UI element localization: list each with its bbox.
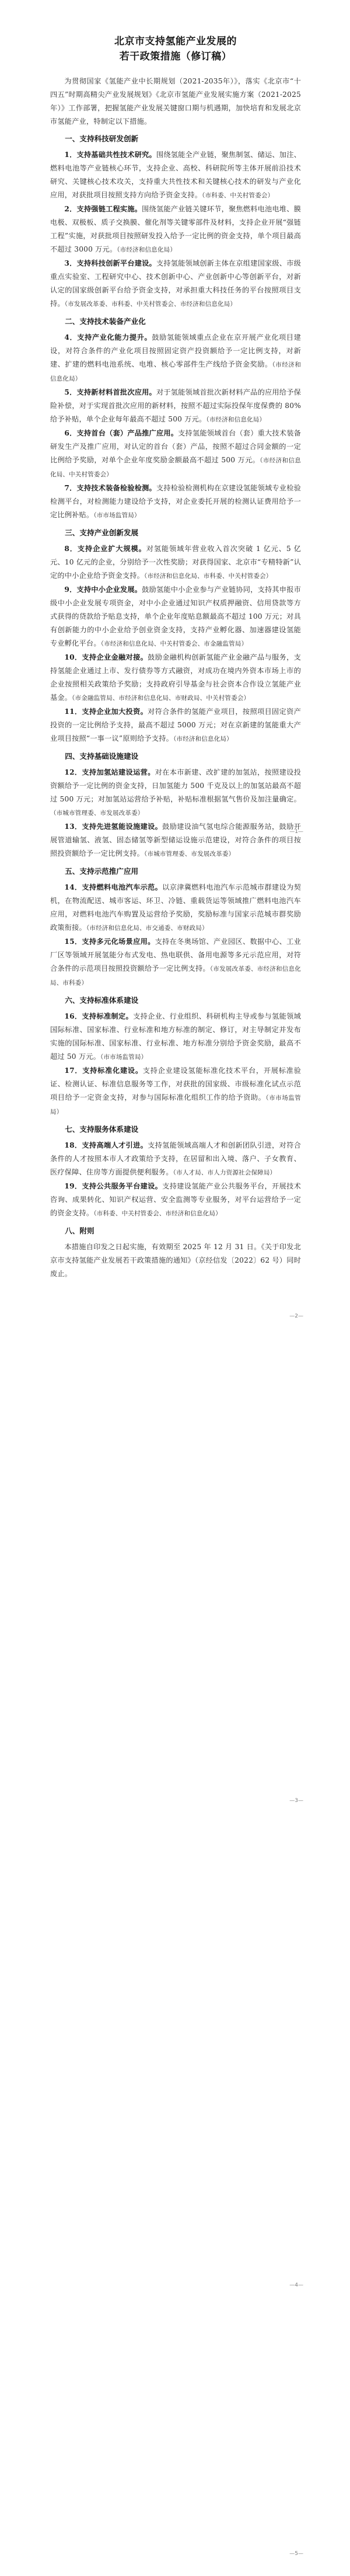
measure-text: 本措施自印发之日起实施，有效期至 2025 年 12 月 31 日。《关于印发北京市支持氢能产业发展若干政策措施的通知》（京经信发〔2022〕62 号）同时废止。 — [50, 1243, 301, 1278]
section-heading: 一、支持科技研发创新 — [65, 134, 139, 143]
measure-lead: 6．支持首台（套）产品推广应用。 — [64, 429, 178, 437]
responsible-agency-note: （市金融监管局、市经济和信息化局、市财政局、中关村管委会） — [72, 695, 250, 702]
section-heading: 六、支持标准体系建设 — [65, 996, 139, 1005]
measure-paragraph — [50, 1139, 301, 1180]
responsible-agency-note: （市市场监管局） — [50, 1094, 301, 1116]
measure-text: 鼓励金融机构创新氢能产业金融产品与服务，支持氢能企业通过上市、发行债券等方式融资，对成功在境内外资本市场上市的企业按照相关政策给予奖励；支持政府引导基金与社会资本合作设立氢能产业基金。 — [50, 653, 301, 702]
responsible-agency-note: （市发展改革委、市经济和信息化局、市科委） — [50, 965, 302, 987]
responsible-agency-note: （市经济和信息化局） — [206, 416, 266, 423]
measure-text: 支持氢能领域创新主体在京组建国家级、市级重点实验室、工程研究中心、技术创新中心、产业创新中心等创新平台，对新认定的国家级创新平台给予资金支持，对承担重大科技任务的平台按照项目支持。 — [50, 259, 301, 308]
measure-paragraph — [50, 427, 301, 482]
responsible-agency-note: （市城市管理委、市发展改革委） — [50, 810, 144, 817]
measure-paragraph — [50, 935, 301, 990]
measure-paragraph — [50, 203, 301, 257]
measure-lead: 11．支持企业加大投资。 — [64, 707, 148, 716]
measure-paragraph — [50, 705, 301, 746]
measure-text: 对符合条件的氢能产业项目，按照项目固定资产投资的一定比例给予支持，最高不超过 5000 万元；对在京新建的氢能重大产业项目按照“一事一议”原则给予支持。 — [50, 707, 301, 743]
responsible-agency-note: （市经济和信息化局） — [117, 246, 177, 253]
measure-text: 围绕氢能全产业链，聚焦制氢、储运、加注、燃料电池等产业链核心环节，支持企业、高校、科研院所等主体开展前沿技术研究、关键核心技术攻关，支持重大共性技术和关键核心技术的研发与产业化应用，对获批项目按照支持方向给予资金支持。 — [50, 151, 301, 199]
section-heading: 七、支持服务体系建设 — [65, 1125, 139, 1134]
measure-lead: 18．支持高端人才引进。 — [64, 1141, 148, 1149]
measure-paragraph — [50, 1064, 301, 1119]
section-heading: 二、支持技术装备产业化 — [65, 317, 146, 326]
section-heading: 四、支持基础设施建设 — [65, 752, 139, 761]
section-heading: 五、支持示范推广应用 — [65, 867, 139, 876]
measure-text: 对于氢能领域首批次新材料产品的应用给予保险补偿，对于实现首批次应用的新材料，按照不超过实际投保年度保费的 80% 给予补贴，单个企业每年最高不超过 500 万元。 — [50, 388, 301, 423]
page-number: —5— — [289, 2551, 303, 2557]
measure-lead: 2．支持强链工程实施。 — [64, 205, 142, 213]
page-number: —4— — [289, 2282, 303, 2288]
measure-text: 鼓励氢能领域重点企业在京开展产业化项目建设，对符合条件的产业化项目按照固定资产投资额给予一定比例支持，对新建、扩建的燃料电池系统、电堆、核心零部件生产线给予资金奖励。 — [50, 333, 302, 368]
measure-paragraph — [50, 881, 301, 935]
measure-paragraph — [50, 1240, 301, 1281]
measure-lead: 4．支持产业化能力提升。 — [64, 333, 152, 341]
measure-text: 以京津冀燃料电池汽车示范城市群建设为契机，在物流配送、城市客运、环卫、冷链、重载货运等领域推广燃料电池汽车应用，对燃料电池汽车购置及运营给予奖励，奖励标准与国家示范城市群奖励政策衔接。 — [50, 883, 301, 932]
measure-paragraph — [50, 651, 301, 705]
measure-paragraph — [50, 1180, 301, 1221]
measure-lead: 10．支持企业金融对接。 — [64, 653, 148, 661]
measure-paragraph — [50, 386, 301, 427]
responsible-agency-note: （市科委、中关村管委会、市经济和信息化局） — [93, 1210, 222, 1217]
measure-lead: 7．支持技术装备检验检测。 — [64, 484, 156, 492]
measure-text: 鼓励建设油气氢电综合能源服务站，鼓励开展管道输氢、液氢、固态储氢等新型储运设施示范建设，对符合条件的项目按照投资额给予一定比例支持。 — [50, 822, 301, 857]
measure-paragraph — [50, 482, 301, 522]
document-title — [50, 34, 301, 64]
page-number: —2— — [289, 1313, 303, 1319]
measure-text: 支持建设氢能产业公共服务平台，开展技术咨询、成果转化、知识产权运营、安全监测等专业服务，对平台运营给予一定的资金支持。 — [50, 1182, 301, 1217]
measure-lead: 13．支持先进氢能设施建设。 — [64, 822, 163, 831]
measure-lead: 15．支持多元化场景应用。 — [64, 937, 155, 946]
sections-container — [50, 132, 301, 1281]
measure-lead: 12．支持加氢站建设运营。 — [64, 768, 155, 776]
measure-lead: 5．支持新材料首批次应用。 — [64, 388, 156, 396]
title-line-1: 北京市支持氢能产业发展的 — [114, 36, 237, 47]
measure-lead: 8．支持企业扩大规模。 — [64, 545, 146, 553]
page-number: —1— — [289, 829, 303, 835]
measure-text: 鼓励氢能中小企业参与产业链协同，支持其申报市级中小企业发展专项资金，对中小企业通过知识产权质押融资、信用贷款等方式获得的贷款给予贴息支持，单个企业年度贴息额最高不超过 100 万元；对具有创新能力的中小企业给予创业资金支持，支持产业孵化器、加速器建设氢能专业孵化平台。 — [50, 585, 301, 647]
measure-text: 支持检验检测机构在京建设氢能领域专业检验检测平台，对检测能力建设给予支持，对企业委托开展的检测认证费用给予一定比例补贴。 — [50, 484, 301, 519]
responsible-agency-note: （市市场监管局） — [93, 512, 141, 519]
measure-text: 对在本市新建、改扩建的加氢站，按照建设投资额给予一定比例的资金支持，日加氢能力 500 千克及以上的加氢站最高不超过 500 万元；对加氢站运营给予补贴，补贴标准根据氢气售价及加注量确定。 — [50, 768, 302, 803]
responsible-agency-note: （市发展改革委、市科委、中关村管委会、市经济和信息化局） — [64, 301, 237, 308]
measure-paragraph — [50, 820, 301, 861]
measure-lead: 16．支持标准制定。 — [64, 1012, 134, 1020]
measure-lead: 1．支持基础共性技术研究。 — [64, 151, 156, 159]
intro-paragraph: 为贯彻国家《氢能产业中长期规划（2021-2035年）》，落实《北京市“十四五”时期高精尖产业发展规划》《北京市氢能产业发展实施方案（2021-2025年）》工作部署，把握氢能产业发展关键窗口期与机遇期，加快培育和发展北京市氢能产业，特制定以下措施。 — [50, 77, 301, 126]
responsible-agency-note: （市城市管理委、市发展改革委） — [144, 850, 235, 857]
responsible-agency-note: （市市场监管局） — [100, 1054, 148, 1061]
measure-lead: 9．支持中小企业发展。 — [64, 585, 142, 594]
title-line-2: 若干政策措施（修订稿） — [119, 51, 232, 62]
measure-paragraph — [50, 766, 301, 820]
measure-paragraph — [50, 257, 301, 311]
responsible-agency-note: （市科委、中关村管委会） — [202, 192, 274, 199]
measure-paragraph — [50, 542, 301, 583]
page-number: —3— — [289, 1798, 303, 1804]
measure-lead: 3．支持科技创新平台建设。 — [64, 259, 156, 267]
measure-lead: 19．支持公共服务平台建设。 — [64, 1182, 163, 1190]
measure-text: 支持氢能领域高端人才和创新团队引进，对符合条件的人才按照本市人才政策给予支持，在居留和出入境、落户、子女教育、医疗保障、住房等方面提供便利服务。 — [50, 1141, 301, 1176]
responsible-agency-note: （市经济和信息化局、中关村管委会） — [50, 457, 301, 478]
responsible-agency-note: （市经济和信息化局、市科委、中关村管委会） — [144, 573, 272, 580]
measure-text: 对氢能领域年营业收入首次突破 1 亿元、5 亿元、10 亿元的企业，分别给予一次性奖励；对获得国家、北京市“专精特新”认定的中小企业给予资金支持。 — [50, 545, 301, 580]
responsible-agency-note: （市经济和信息化局） — [173, 735, 233, 743]
measure-paragraph — [50, 331, 301, 386]
measure-text: 围绕氢能产业链关键环节，聚焦燃料电池电堆、膜电极、双极板、质子交换膜、催化剂等关键零部件及材料，支持企业开展“强链工程”实施，对获批项目按照研发投入给予一定比例的资金支持，单个项目最高不超过 3000 万元。 — [50, 205, 301, 253]
measure-lead: 14．支持燃料电池汽车示范。 — [64, 883, 163, 891]
section-heading: 八、附则 — [65, 1226, 94, 1235]
responsible-agency-note: （市人才局、市人力资源社会保障局） — [173, 1169, 276, 1176]
responsible-agency-note: （市经济和信息化局、中关村管委会、市金融监管局） — [100, 640, 248, 647]
section-heading: 三、支持产业创新发展 — [65, 528, 139, 537]
measure-text: 支持在冬奥场馆、产业园区、数据中心、工业厂区等领域开展氢能分布式发电、热电联供、备用电源等多元示范应用，对符合条件的示范项目按照投资额给予一定比例支持。 — [50, 937, 302, 972]
measure-text: 支持氢能领域首台（套）重大技术装备研发生产及推广应用，对认定的首台（套）产品，按照不超过合同金额的一定比例给予奖励，对单个企业年度奖励金额最高不超过 500 万元。 — [50, 429, 302, 464]
measure-paragraph — [50, 583, 301, 651]
measure-paragraph — [50, 1010, 301, 1064]
measure-lead: 17．支持标准化建设。 — [64, 1066, 143, 1075]
responsible-agency-note: （市经济和信息化局） — [50, 361, 302, 382]
measure-text: 支持企业建设氢能标准化技术平台，开展标准验证、检测认证、标准信息服务等工作，对获批的国家级、市级标准化试点示范项目给予一定资金支持，对参与国际标准化组织工作的给予资助。 — [50, 1066, 301, 1101]
measure-paragraph — [50, 148, 301, 203]
responsible-agency-note: （市经济和信息化局、市交通委、市财政局） — [86, 925, 208, 932]
measure-text: 支持企业、行业组织、科研机构主导或参与氢能领域国际标准、国家标准、行业标准和地方标准的制定、修订，对主导制定并发布实施的国际标准、国家标准、行业标准、地方标准分别给予资金奖励，最高不超过 50 万元。 — [50, 1012, 301, 1061]
